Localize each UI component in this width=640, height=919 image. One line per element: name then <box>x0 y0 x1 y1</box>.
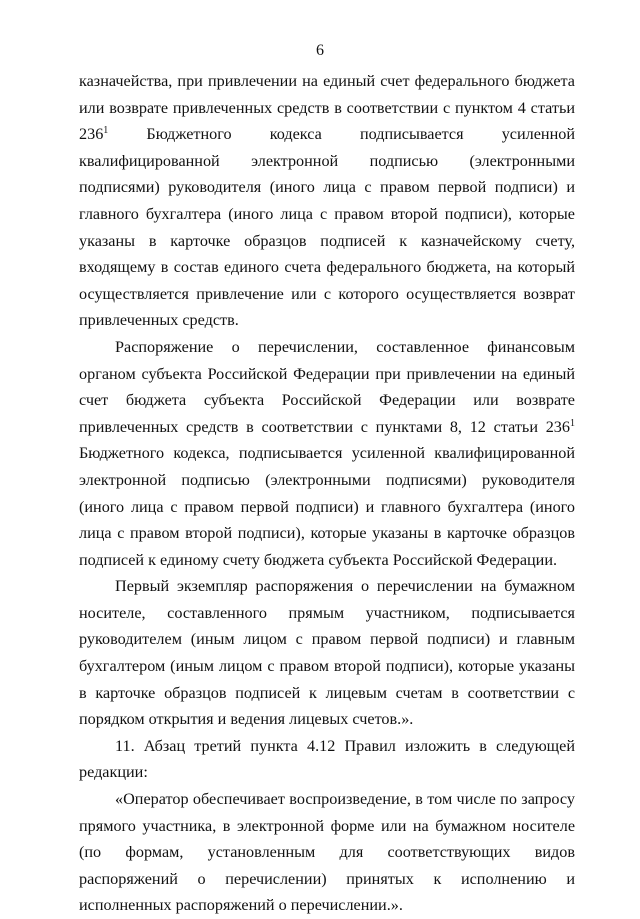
superscript-footnote: 1 <box>103 125 109 137</box>
paragraph-3: Первый экземпляр распоряжения о перечислении на бумажном носителе, составленного прямым участником, подписывается руководителем (иным лицом с правом первой подписи) и главным бухгалтером (иным лицом с правом второй подписи), которые указаны в карточке образцов подписей к лицевым счетам в соответствии с порядком открытия и ведения лицевых счетов.». <box>79 577 575 729</box>
paragraph-2-text-b: Бюджетного кодекса, подписывается усиленной квалифицированной электронной подписью (электронными подписями) руководителя (иного лица с правом первой подписи) и главного бухгалтера (иного лица с правом второй подписи), которые указаны в карточке образцов подписей к единому счету бюджета субъекта Российской Федерации. <box>79 444 575 569</box>
superscript-footnote: 1 <box>570 417 575 429</box>
page-number: 6 <box>316 42 324 59</box>
paragraph-5: «Оператор обеспечивает воспроизведение, в том числе по запросу прямого участника, в электронной форме или на бумажном носителе (по формам, установленным для соответствующих видов распоряжений о перечислении) принятых к исполнению и исполненных распоряжений о перечислении.». <box>79 790 575 915</box>
paragraph-4: 11. Абзац третий пункта 4.12 Правил изложить в следующей редакции: <box>79 736 575 782</box>
body-text <box>79 68 575 919</box>
paragraph-2-text-a: Распоряжение о перечислении, составленное финансовым органом субъекта Российской Федерации при привлечении на единый счет бюджета субъекта Российской Федерации или возврате привлеченных средств в соответствии с пунктами 8, 12 статьи 236 <box>79 337 575 436</box>
paragraph-2 <box>79 334 575 573</box>
paragraph-1-text-a: казначейства, при привлечении на единый счет федерального бюджета или возврате привлеченных средств в соответствии с пунктом 4 статьи 236 <box>79 72 575 144</box>
paragraph-1 <box>79 68 575 334</box>
paragraph-1-text-b: Бюджетного кодекса подписывается усиленной квалифицированной электронной подписью (электронными подписями) руководителя (иного лица с правом первой подписи) и главного бухгалтера (иного лица с правом второй подписи), которые указаны в карточке образцов подписей к казначейскому счету, входящему в состав единого счета федерального бюджета, на который осуществляется привлечение или с которого осуществляется возврат привлеченных средств. <box>79 125 575 330</box>
